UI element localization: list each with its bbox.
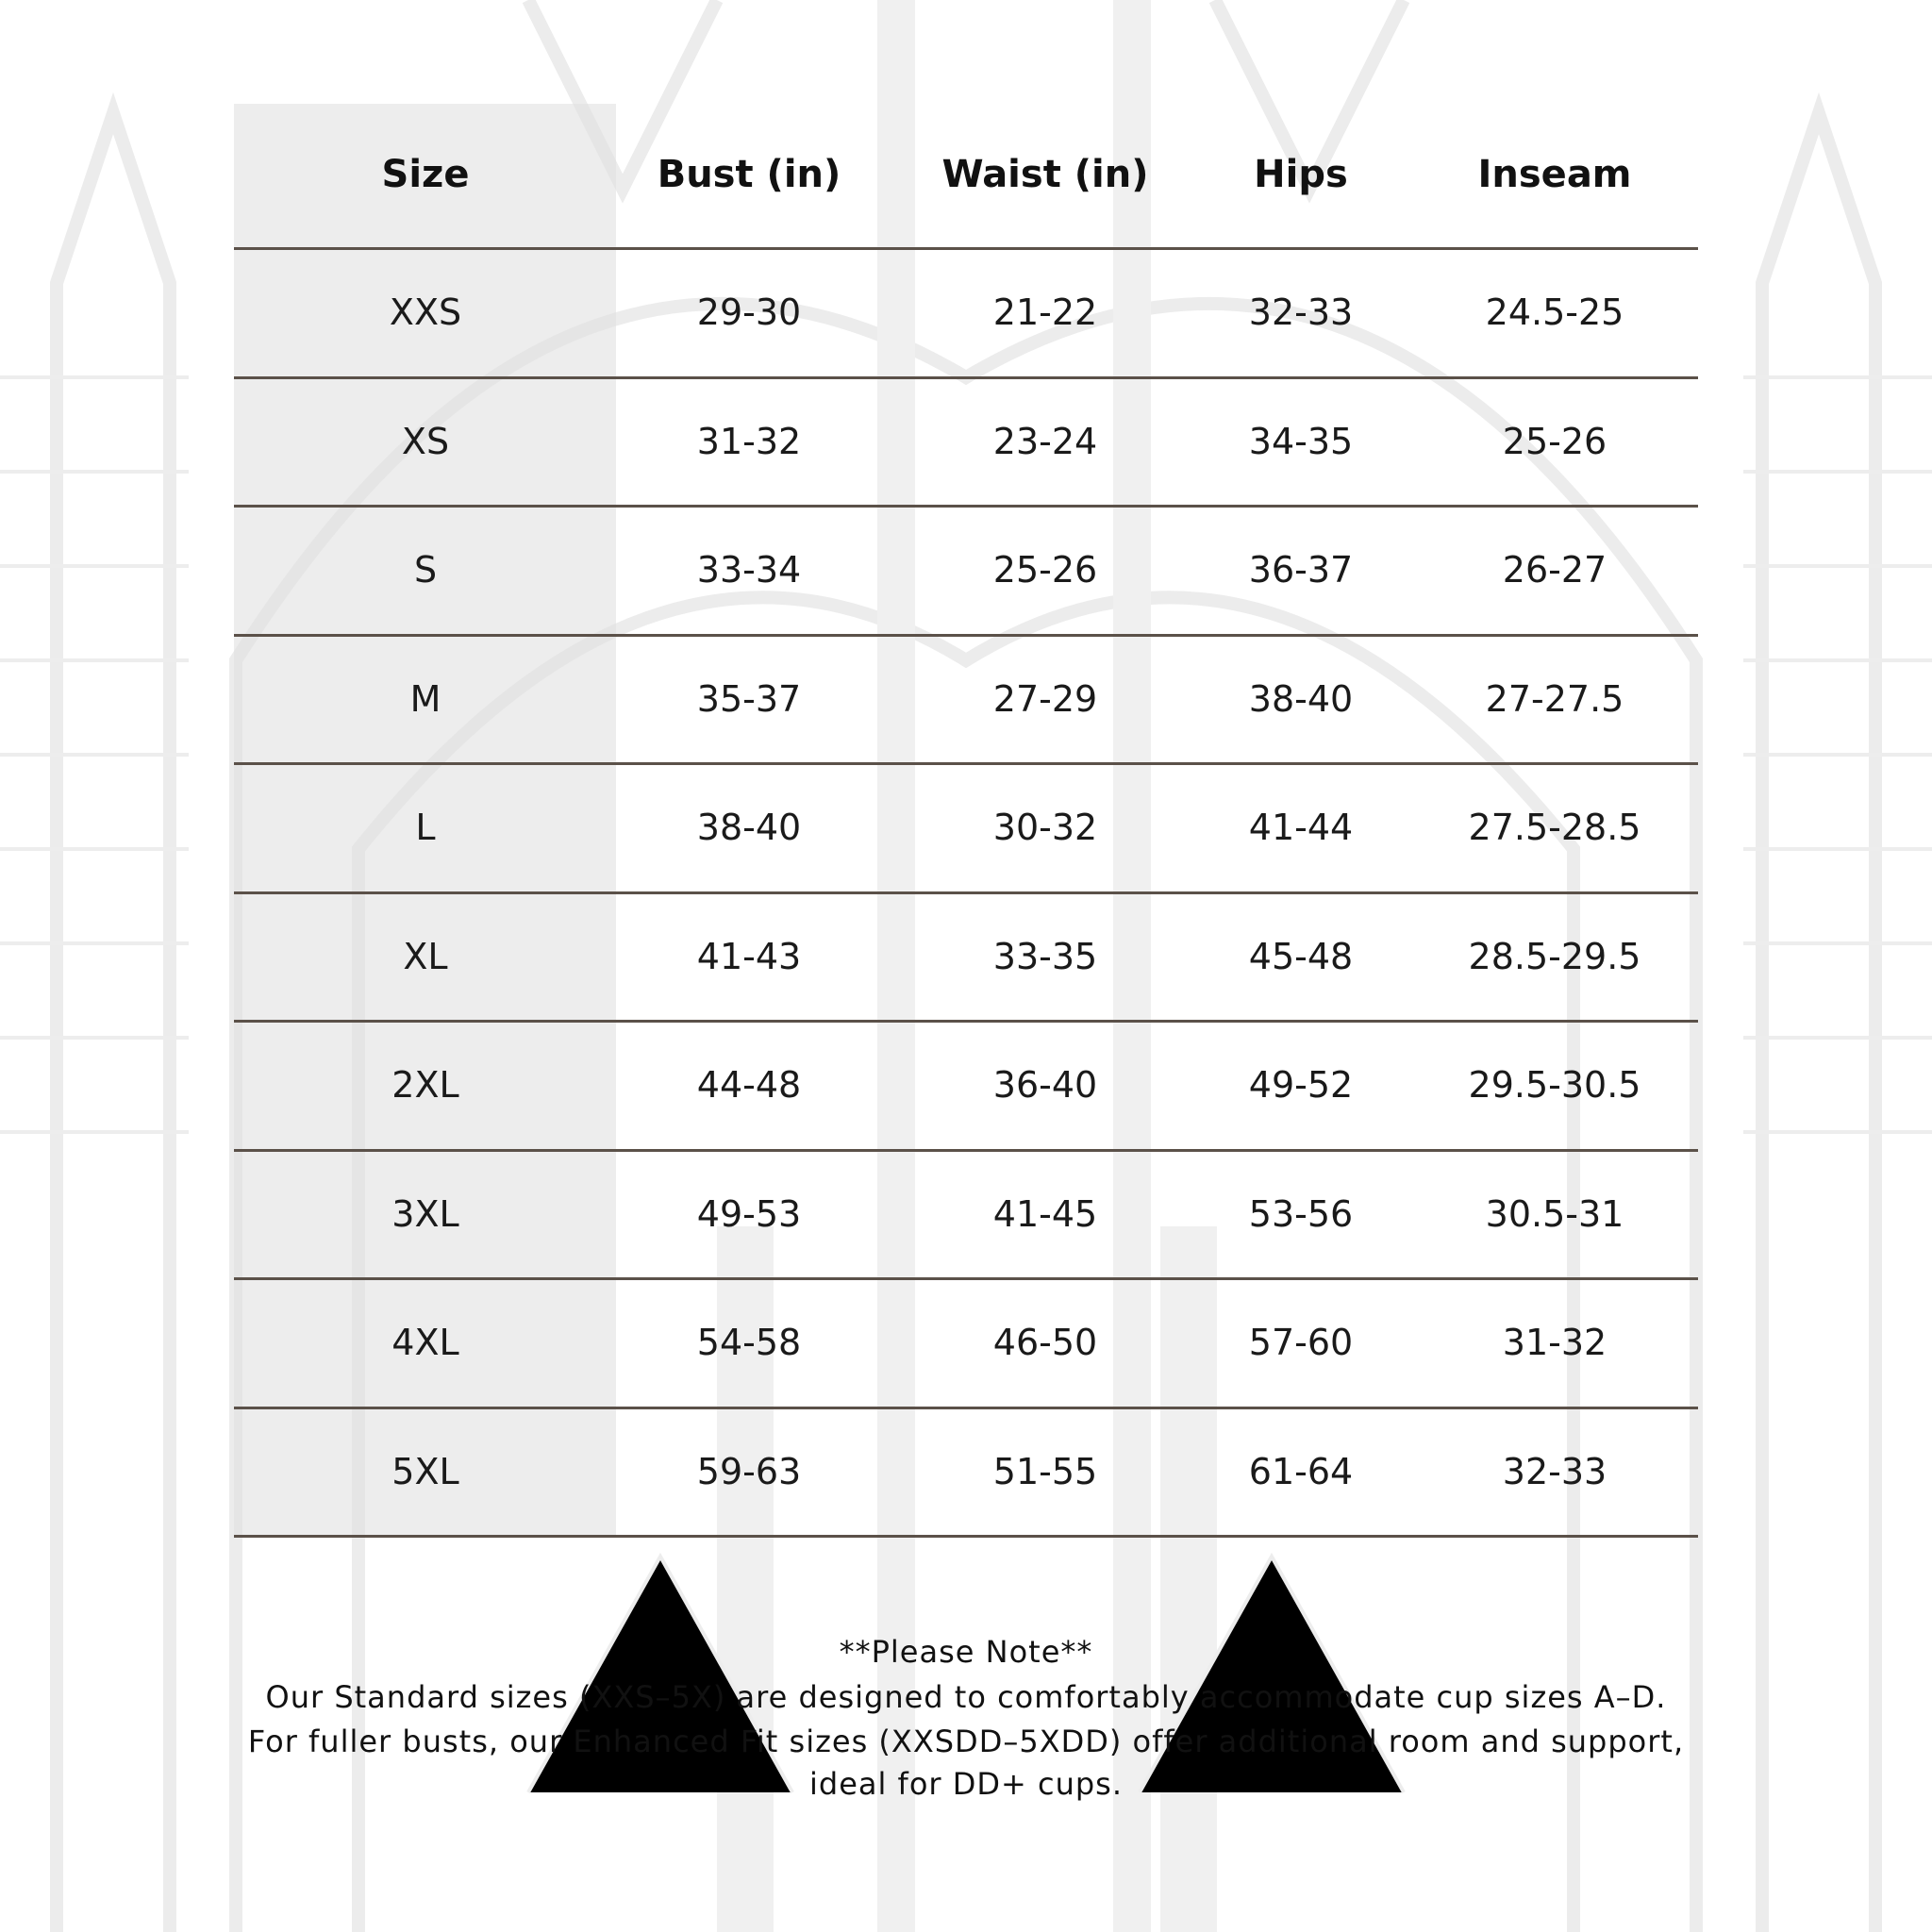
note-line-2: For fuller busts, our Enhanced Fit sizes (XXSDD–5XDD) offer additional room and support,	[247, 1724, 1685, 1759]
row-divider	[234, 505, 1698, 508]
cell-waist: 41-45	[992, 1192, 1098, 1235]
cell-waist: 23-24	[992, 420, 1098, 462]
cell-inseam: 24.5-25	[1485, 291, 1624, 334]
cell-waist: 33-35	[992, 935, 1098, 977]
cell-waist: 27-29	[992, 677, 1098, 720]
cell-bust: 35-37	[696, 677, 802, 720]
header-hips: Hips	[1254, 153, 1348, 196]
cell-hips: 32-33	[1248, 291, 1354, 334]
cell-size: M	[409, 677, 441, 720]
cell-size: 4XL	[391, 1322, 459, 1364]
cell-inseam: 30.5-31	[1485, 1192, 1624, 1235]
row-divider	[234, 1020, 1698, 1023]
cell-hips: 57-60	[1248, 1322, 1354, 1364]
cell-inseam: 29.5-30.5	[1468, 1064, 1641, 1107]
cell-size: 3XL	[391, 1192, 459, 1235]
cell-bust: 31-32	[696, 420, 802, 462]
cell-inseam: 26-27	[1502, 549, 1607, 591]
row-divider	[234, 634, 1698, 637]
cell-inseam: 28.5-29.5	[1468, 935, 1641, 977]
cell-inseam: 27.5-28.5	[1468, 807, 1641, 849]
cell-waist: 51-55	[992, 1450, 1098, 1492]
row-divider	[234, 1149, 1698, 1152]
cell-bust: 49-53	[696, 1192, 802, 1235]
row-divider	[234, 1277, 1698, 1280]
table-header-row	[234, 104, 1698, 248]
cell-inseam: 25-26	[1502, 420, 1607, 462]
cell-waist: 25-26	[992, 549, 1098, 591]
header-bust: Bust (in)	[657, 153, 841, 196]
cell-hips: 41-44	[1248, 807, 1354, 849]
row-divider	[234, 376, 1698, 379]
cell-size: XL	[403, 935, 448, 977]
cell-hips: 45-48	[1248, 935, 1354, 977]
cell-size: 2XL	[391, 1064, 459, 1107]
cell-hips: 53-56	[1248, 1192, 1354, 1235]
cell-hips: 36-37	[1248, 549, 1354, 591]
cell-hips: 49-52	[1248, 1064, 1354, 1107]
cell-waist: 36-40	[992, 1064, 1098, 1107]
cell-inseam: 27-27.5	[1485, 677, 1624, 720]
cell-size: 5XL	[391, 1450, 459, 1492]
cell-waist: 30-32	[992, 807, 1098, 849]
cell-bust: 33-34	[696, 549, 802, 591]
cell-waist: 46-50	[992, 1322, 1098, 1364]
cell-size: L	[415, 807, 436, 849]
note-line-3: ideal for DD+ cups.	[808, 1766, 1124, 1802]
cell-hips: 38-40	[1248, 677, 1354, 720]
cell-inseam: 32-33	[1502, 1450, 1607, 1492]
row-divider	[234, 247, 1698, 250]
cell-hips: 34-35	[1248, 420, 1354, 462]
header-inseam: Inseam	[1477, 153, 1632, 196]
row-divider	[234, 1407, 1698, 1409]
row-divider	[234, 1535, 1698, 1538]
cell-inseam: 31-32	[1502, 1322, 1607, 1364]
cell-waist: 21-22	[992, 291, 1098, 334]
note-title: **Please Note**	[839, 1634, 1093, 1670]
cell-size: S	[413, 549, 438, 591]
header-size: Size	[381, 153, 470, 196]
cell-size: XS	[401, 420, 450, 462]
cell-bust: 29-30	[696, 291, 802, 334]
note-line-1: Our Standard sizes (XXS–5X) are designed to comfortably accommodate cup sizes A–D.	[265, 1679, 1667, 1715]
row-divider	[234, 891, 1698, 894]
cell-size: XXS	[389, 291, 462, 334]
row-divider	[234, 762, 1698, 765]
cell-bust: 41-43	[696, 935, 802, 977]
cell-bust: 54-58	[696, 1322, 802, 1364]
cell-hips: 61-64	[1248, 1450, 1354, 1492]
cell-bust: 38-40	[696, 807, 802, 849]
cell-bust: 59-63	[696, 1450, 802, 1492]
cell-bust: 44-48	[696, 1064, 802, 1107]
header-waist: Waist (in)	[941, 153, 1149, 196]
